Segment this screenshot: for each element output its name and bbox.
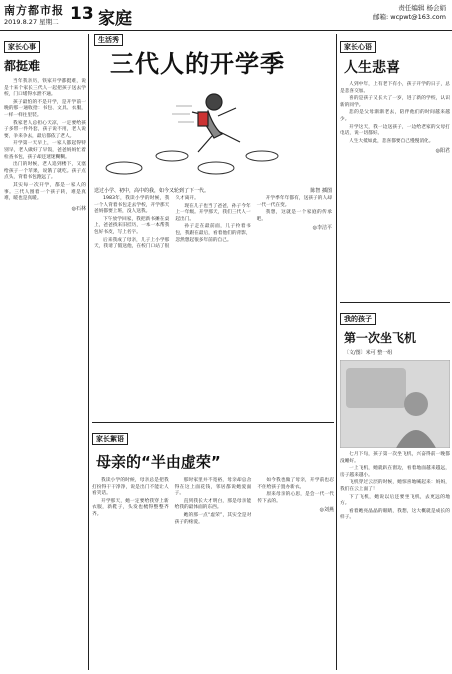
paragraph: 现在儿子也当了爸爸，孙子今年上一年级。开学那天，我们三代人一起出门。	[175, 203, 251, 222]
feature-article	[92, 34, 334, 420]
editor-info	[373, 4, 446, 22]
paragraph: 直到我长大才明白，那是母亲能给我的最体面的东西。	[174, 498, 252, 511]
photo-placeholder	[340, 360, 450, 448]
paragraph: 如今我也做了母亲，开学前也忍不住给孩子置办新衣。	[257, 478, 334, 490]
paragraph: 孩子最怕的不是开学，是开学前一晚的那一通收拾：书包、文具、衣服，一样一样往里装。	[4, 99, 86, 118]
caption-credit: 陈智 插图	[310, 188, 332, 194]
column-rule	[88, 34, 89, 670]
editor-line: 责任编辑 杨会娟	[398, 4, 446, 12]
byline: 〔文/图〕米可 整一组	[344, 350, 393, 356]
masthead	[0, 0, 452, 31]
column-tag: 家长心语	[340, 41, 376, 53]
paragraph: 孙子走在最前面，儿子拎着书包，我跟在最后，看着他们的背影，忽然想起很多年前的自己。	[175, 224, 251, 243]
author-signature: ◎李洁平	[312, 225, 332, 232]
paragraph: 下了飞机，她说以后还要坐飞机，去更远的地方。	[340, 494, 450, 507]
running-child-illustration	[94, 82, 334, 184]
article-body	[4, 79, 86, 203]
paragraph: 出门的时候，老人追到楼下，又塞给孩子一个苹果，说饿了就吃。孩子点点头，背着书包跑远了。	[4, 162, 86, 181]
column-rule	[336, 34, 337, 670]
column-tag: 家长絮语	[92, 433, 128, 445]
stepping-stone	[198, 162, 234, 174]
paragraph: 一上飞机，她就趴在窗边，看着地面越来越远，房子越来越小。	[340, 466, 450, 478]
editor-email: 邮箱: wcpwt@163.com	[373, 13, 446, 21]
paragraph: 下午放学回家，我把新书摊在桌上，爸爸找来旧挂历，一本一本帮我包好书皮，写上名字。	[94, 216, 170, 235]
stepping-stone	[246, 151, 278, 161]
illustration-caption	[94, 187, 332, 194]
stepping-stone	[106, 162, 142, 174]
article-body	[340, 452, 450, 522]
article-body	[92, 478, 334, 526]
paragraph: 开学第一天早上，一家人都起得特别早，老人做好了早饭，爸爸妈妈忙着检查书包，孩子却还迷迷糊糊。	[4, 141, 86, 160]
paragraph: 当年我亲历，铁家开学都挺难，说是十来个家长三代人一起把孩子送去学校，门口堵得水泄不通。	[4, 79, 86, 98]
paragraph: 看着她亮晶晶的眼睛，我想，这大概就是成长的样子。	[340, 508, 450, 521]
paragraph: 开学季年年都有，送孩子的人却一代一代在变。	[256, 196, 332, 208]
feature-body	[94, 196, 332, 251]
issue-date: 2019.8.27 星期二	[4, 18, 59, 26]
right-bottom-article	[340, 306, 450, 670]
paragraph: 喜的是孩子又长大了一岁，进了新的学校，认识新的同学。	[340, 96, 450, 108]
article-headline: 人生悲喜	[344, 60, 400, 76]
paragraph: 那时家里并不宽裕，母亲却总舍得在这上面花钱，邻居都说她爱面子。	[174, 478, 252, 497]
paragraph: 她的那一点“虚荣”，其实全是对孩子的疼爱。	[174, 512, 252, 525]
column-tag: 生活秀	[94, 34, 123, 46]
left-column	[4, 34, 86, 670]
right-top-article	[340, 34, 450, 300]
section-title: 家庭	[98, 9, 132, 29]
section-divider	[92, 422, 334, 423]
column-tag: 我的孩子	[340, 313, 376, 325]
paragraph: 我读小学的时候，母亲总是把我打扮得干干净净，说是出门不能让人看笑话。	[92, 478, 169, 497]
caption-text: 送过小学、初中，高中的我，如今又轮到了下一代。	[94, 188, 210, 194]
page-number: 13	[70, 4, 94, 24]
paper-logo: 南方都市报	[4, 4, 64, 17]
section-divider	[340, 302, 450, 303]
paragraph: 原来母亲的心思，是会一代一代传下去的。	[257, 492, 334, 504]
article-headline: 都挺难	[4, 59, 41, 73]
article-body	[340, 82, 450, 145]
paragraph: 我家老人总担心天凉，一定要给孩子多带一件外套，孩子说不用，老人说要，争来争去，最后都依了老人。	[4, 120, 86, 139]
author-signature: ◎刘燕	[319, 507, 334, 514]
paragraph: 1983年，我读小学的时候，我一个人背着书包走去学校，开学那天爸妈都要上班，没人送我。	[94, 196, 170, 215]
paragraph: 后来我成了母亲，儿子上小学那天，我请了假送他，在校门口站了很久才离开。	[94, 196, 199, 250]
paragraph: 开学那天，她一定要给我穿上新衣服，新鞋子，头发也梳得整整齐齐。	[92, 498, 169, 517]
author-signature: ◎阳君	[435, 148, 450, 155]
bottom-article	[92, 426, 334, 670]
paragraph: 悲的是父母渐渐老去，陪伴他们的时间越来越少。	[340, 110, 450, 122]
paragraph: 开学这天，我一边送孩子，一边给老家的父母打电话，说一切都好。	[340, 124, 450, 137]
article-headline: 母亲的“半由虚荣”	[96, 453, 221, 471]
paragraph: 其实每一次开学，都是一家人的事。三代人围着一个孩子转，难是真难，暖也是真暖。	[4, 182, 86, 202]
feature-headline: 三代人的开学季	[110, 50, 285, 78]
stepping-stone	[156, 151, 188, 161]
column-tag: 家长心事	[4, 41, 40, 53]
paragraph: 我想，这就是一个家庭的传承吧。	[256, 210, 332, 222]
paragraph: 七月下旬，孩子第一次坐飞机，兴奋得前一晚都没睡好。	[340, 452, 450, 464]
author-signature: ◎石林	[71, 205, 86, 212]
paragraph: 飞机穿过云层的时候，她惊喜地喊起来：妈妈，我们在云上面了！	[340, 480, 450, 492]
paragraph: 人生大抵如此，悲喜都要自己慢慢消化。	[349, 138, 434, 144]
article-headline: 第一次坐飞机	[344, 331, 417, 345]
paragraph: 人到中年，上有老下有小，孩子开学的日子，总是悲喜交加。	[340, 82, 450, 94]
